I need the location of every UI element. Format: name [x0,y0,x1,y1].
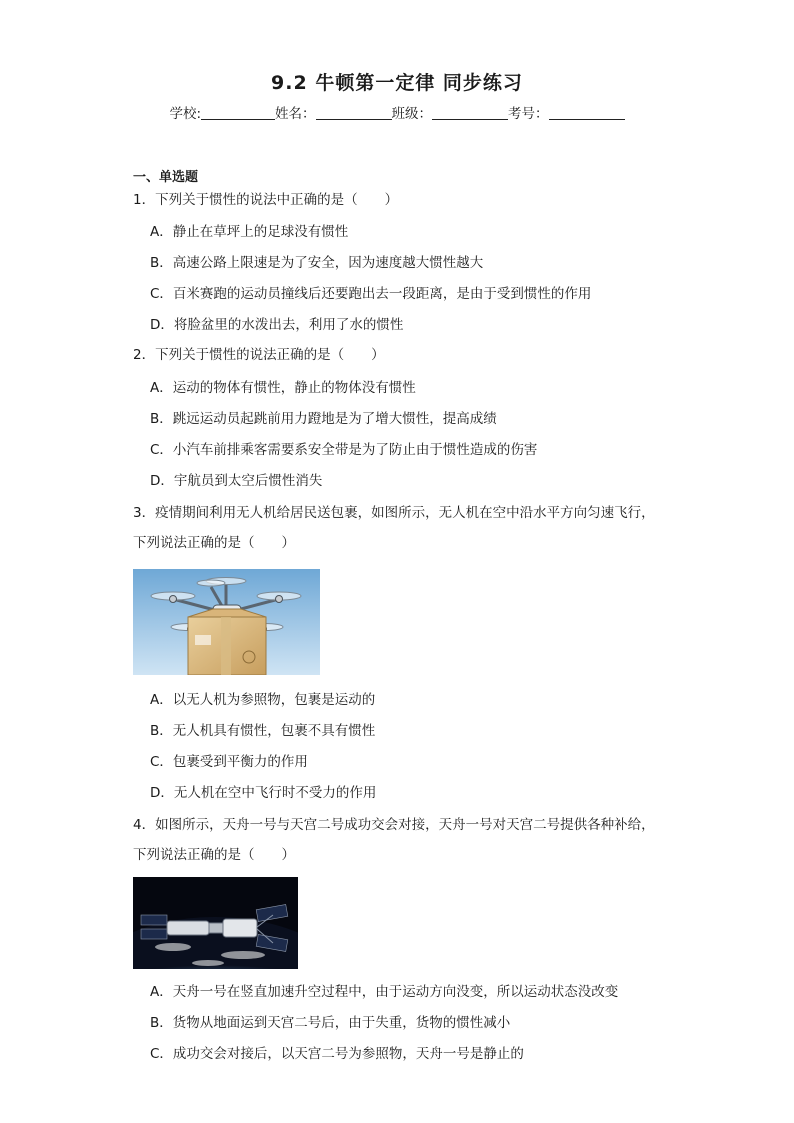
question-4-option-c[interactable]: C．成功交会对接后，以天宫二号为参照物，天舟一号是静止的 [150,1046,524,1062]
question-1-option-a[interactable]: A．静止在草坪上的足球没有惯性 [150,224,349,240]
question-3-option-d[interactable]: D．无人机在空中飞行时不受力的作用 [150,785,377,801]
question-2-option-d[interactable]: D．宇航员到太空后惯性消失 [150,473,323,489]
spacecraft-docking-image [133,877,298,969]
question-3-option-c[interactable]: C．包裹受到平衡力的作用 [150,754,308,770]
question-1-option-c[interactable]: C．百米赛跑的运动员撞线后还要跑出去一段距离，是由于受到惯性的作用 [150,286,592,302]
question-4-option-a[interactable]: A．天舟一号在竖直加速升空过程中，由于运动方向没变，所以运动状态没改变 [150,984,619,1000]
drone-package-illustration [133,569,320,675]
question-2-option-a[interactable]: A．运动的物体有惯性，静止的物体没有惯性 [150,380,416,396]
name-label: 姓名： [275,106,316,122]
school-label: 学校: [169,106,202,122]
question-4-option-b[interactable]: B．货物从地面运到天宫二号后，由于失重，货物的惯性减小 [150,1015,511,1031]
spacecraft-docking-illustration [133,877,298,969]
question-4-stem-line2: 下列说法正确的是（ ） [133,847,295,863]
drone-delivery-image [133,569,320,675]
question-3-stem-line1: 3．疫情期间利用无人机给居民送包裹，如图所示，无人机在空中沿水平方向匀速飞行， [133,505,655,521]
section-title: 一、单选题 [133,170,199,185]
question-3-option-b[interactable]: B．无人机具有惯性，包裹不具有惯性 [150,723,376,739]
class-label: 班级： [391,106,433,122]
name-blank[interactable] [316,105,392,120]
question-2-option-b[interactable]: B．跳远运动员起跳前用力蹬地是为了增大惯性，提高成绩 [150,411,497,427]
exam-no-blank[interactable] [549,105,625,120]
question-3-stem-line2: 下列说法正确的是（ ） [133,535,295,551]
question-1-option-b[interactable]: B．高速公路上限速是为了安全，因为速度越大惯性越大 [150,255,484,271]
question-1-option-d[interactable]: D．将脸盆里的水泼出去，利用了水的惯性 [150,317,404,333]
question-1-stem: 1．下列关于惯性的说法中正确的是（ ） [133,192,399,208]
student-info-line [0,102,794,122]
school-blank[interactable] [201,105,275,120]
question-2-stem: 2．下列关于惯性的说法正确的是（ ） [133,347,385,363]
page-title: 9.2 牛顿第一定律 同步练习 [271,72,523,94]
question-3-option-a[interactable]: A．以无人机为参照物，包裹是运动的 [150,692,376,708]
class-blank[interactable] [432,105,508,120]
question-2-option-c[interactable]: C．小汽车前排乘客需要系安全带是为了防止由于惯性造成的伤害 [150,442,538,458]
question-4-stem-line1: 4．如图所示，天舟一号与天宫二号成功交会对接，天舟一号对天宫二号提供各种补给， [133,817,655,833]
exam-no-label: 考号： [508,106,549,122]
